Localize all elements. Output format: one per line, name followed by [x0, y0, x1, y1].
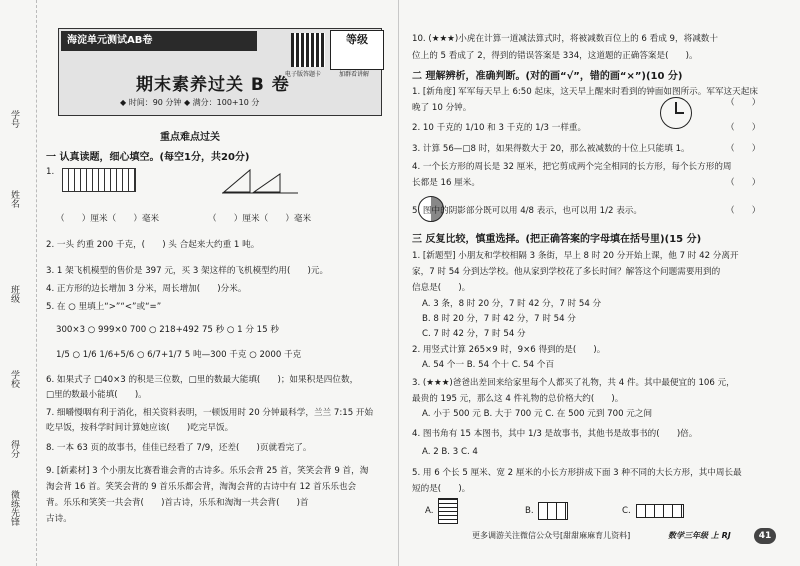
q9-line3: 背。乐乐和笑笑一共会背( )首古诗，乐乐和淘淘一共会背( )首: [46, 498, 309, 508]
footer: [412, 530, 790, 546]
ruler-triangle-image: [220, 166, 300, 196]
c3-line1: 3. (★★★)爸爸出差回来给家里每个人都买了礼物，共 4 件。其中最便宜的 106 元，: [412, 378, 735, 388]
page-title: 期末素养过关 B 卷: [136, 75, 290, 95]
section-3-title: 三 反复比较，慎重选择。(把正确答案的字母填在括号里)(15 分): [412, 234, 702, 245]
exam-meta: ◆ 时间：90 分钟 ◆ 满分：100+10 分: [120, 98, 260, 107]
c1-line2: 家，7 时 54 分到达学校。他从家到学校花了多长时间？解答这个问题需要用到的: [412, 267, 721, 277]
c1-option-b[interactable]: B. 8 时 20 分，7 时 42 分，7 时 54 分: [422, 314, 576, 324]
q10-line2: 位上的 5 看成了 2，得到的错误答案是 334，这道题的正确答案是( )。: [412, 51, 698, 61]
q9-line1: 9. [新素材] 3 个小朋友比赛看谁会背的古诗多。乐乐会背 25 首，笑笑会背 9 首，淘: [46, 466, 369, 476]
c5-option-c-label[interactable]: C.: [622, 506, 631, 516]
q2: 2. 一头 约重 200 千克，( ) 头 合起来大约重 1 吨。: [46, 240, 260, 250]
j4-line2: 长都是 16 厘米。: [412, 178, 480, 188]
j3-answer[interactable]: （ ）: [726, 144, 761, 154]
c4: 4. 图书角有 15 本图书，其中 1/3 是故事书，其他书是故事书的( )倍。: [412, 429, 698, 439]
section-1-title: 一 认真读题，细心填空。(每空1分，共20分): [46, 152, 250, 163]
j4-answer[interactable]: （ ）: [726, 178, 761, 188]
q7-line2: 吃早饭，按科学时间计算她应该( )吃完早饭。: [46, 423, 234, 433]
q5-row1: 300×3 ○ 999×0 700 ○ 218+492 75 秒 ○ 1 分 15 秒: [56, 325, 279, 335]
grade-label: 等级: [346, 33, 368, 46]
q5: 5. 在 ○ 里填上“>”“<”或“=”: [46, 302, 162, 312]
gutter-label-class: 班级: [9, 285, 19, 303]
q4: 4. 正方形的边长增加 3 分米，周长增加( )分米。: [46, 284, 247, 294]
gutter-label-school: 学校: [9, 370, 19, 388]
qr-caption-2: 加群看讲解: [339, 71, 370, 78]
clock-icon: [660, 97, 692, 129]
c5-option-a-label[interactable]: A.: [425, 506, 434, 516]
q3: 3. 1 架飞机模型的售价是 397 元，买 3 架这样的飞机模型约用( )元。: [46, 266, 329, 276]
section-banner: 重点难点过关: [160, 132, 220, 143]
c5-line1: 5. 用 6 个长 5 厘米、宽 2 厘米的小长方形拼成下面 3 种不同的大长方形，其中周长最: [412, 468, 742, 478]
j4-line1: 4. 一个长方形的周长是 32 厘米，把它剪成两个完全相同的长方形，每个长方形的周: [412, 162, 732, 172]
qr-caption-1: 电子版答题卡: [285, 71, 322, 78]
ruler-pencil-image: [62, 168, 136, 192]
gutter-label-number: 学号: [9, 110, 19, 128]
binding-gutter: [0, 0, 37, 566]
q9-line4: 古诗。: [46, 514, 72, 524]
q1b-answer: （ ）厘米（ ）毫米: [208, 214, 312, 224]
rect-option-c-image: [636, 504, 684, 518]
j1-answer[interactable]: （ ）: [726, 98, 761, 108]
q6-line2: □里的数最小能填( )。: [46, 390, 147, 400]
q5-row2: 1/5 ○ 1/6 1/6+5/6 ○ 6/7+1/7 5 吨—300 千克 ○ 2000 千克: [56, 350, 302, 360]
rect-option-b-image: [538, 502, 568, 520]
c5-option-b-label[interactable]: B.: [525, 506, 534, 516]
c1-option-c[interactable]: C. 7 时 42 分，7 时 54 分: [422, 329, 526, 339]
j1-line1: 1. [新角度] 军军每天早上 6:50 起床，这天早上醒来时看到的钟面如图所示。军军这天起床: [412, 87, 758, 97]
q9-line2: 淘会背 16 首。笑笑会背的 9 首乐乐都会背，淘淘会背的古诗中有 12 首乐乐也会: [46, 482, 357, 492]
c1-line3: 信息是( )。: [412, 283, 471, 293]
c4-options[interactable]: A. 2 B. 3 C. 4: [422, 447, 478, 457]
c2-options[interactable]: A. 54 个一 B. 54 个十 C. 54 个百: [422, 360, 555, 370]
page-split: [398, 0, 399, 566]
grade-box: [330, 30, 384, 70]
c1-line1: 1. [新题型] 小朋友和学校相隔 3 条街，早上 8 时 20 分开始上课，他 7 时 42 分离开: [412, 251, 739, 261]
q7-line1: 7. 细嚼慢咽有利于消化，相关资料表明，一顿饭用时 20 分钟最科学，兰兰 7:15 开始: [46, 408, 374, 418]
brand-title: 海淀单元测试AB卷: [61, 31, 257, 51]
j2: 2. 10 千克的 1/10 和 3 千克的 1/3 一样重。: [412, 123, 587, 133]
q1-label: 1.: [46, 167, 55, 177]
j1-line2: 晚了 10 分钟。: [412, 103, 472, 113]
footer-text: 更多调游关注微信公众号[甜甜麻麻育儿资料]: [472, 531, 631, 540]
j5: 5. 图中的阴影部分既可以用 4/8 表示，也可以用 1/2 表示。: [412, 206, 642, 216]
q6-line1: 6. 如果式子 □40×3 的积是三位数，□里的数最大能填( )；如果积是四位数，: [46, 375, 359, 385]
q10-line1: 10. (★★★)小虎在计算一道减法算式时，将被减数百位上的 6 看成 9，将减数十: [412, 34, 718, 44]
c3-line2: 最贵的 195 元，那么这 4 件礼物的总价格大约( )。: [412, 394, 624, 404]
gutter-label-name: 姓名: [9, 190, 19, 208]
subject-label: 数学三年级 上 RJ: [668, 531, 731, 540]
j2-answer[interactable]: （ ）: [726, 123, 761, 133]
rect-option-a-image: [438, 498, 458, 524]
c1-option-a[interactable]: A. 3 条，8 时 20 分，7 时 42 分，7 时 54 分: [422, 299, 602, 309]
q8: 8. 一本 63 页的故事书，佳佳已经看了 7/9，还差( )页就看完了。: [46, 443, 312, 453]
c3-options[interactable]: A. 小于 500 元 B. 大于 700 元 C. 在 500 元到 700 元之间: [422, 409, 653, 419]
qr-code-icon[interactable]: [291, 33, 325, 67]
gutter-label-brand: 微练先锋: [9, 490, 19, 526]
j3: 3. 计算 56—□8 时，如果得数大于 20，那么被减数的十位上只能填 1。: [412, 144, 690, 154]
c5-line2: 短的是( )。: [412, 484, 471, 494]
j5-answer[interactable]: （ ）: [726, 206, 761, 216]
page-number: 41: [754, 528, 776, 544]
q1a-answer: （ ）厘米（ ）毫米: [56, 214, 160, 224]
c2: 2. 用竖式计算 265×9 时，9×6 得到的是( )。: [412, 345, 606, 355]
gutter-label-score: 得分: [9, 440, 19, 458]
section-2-title: 二 理解辨析，准确判断。(对的画“√”，错的画“×”)(10 分): [412, 71, 683, 82]
